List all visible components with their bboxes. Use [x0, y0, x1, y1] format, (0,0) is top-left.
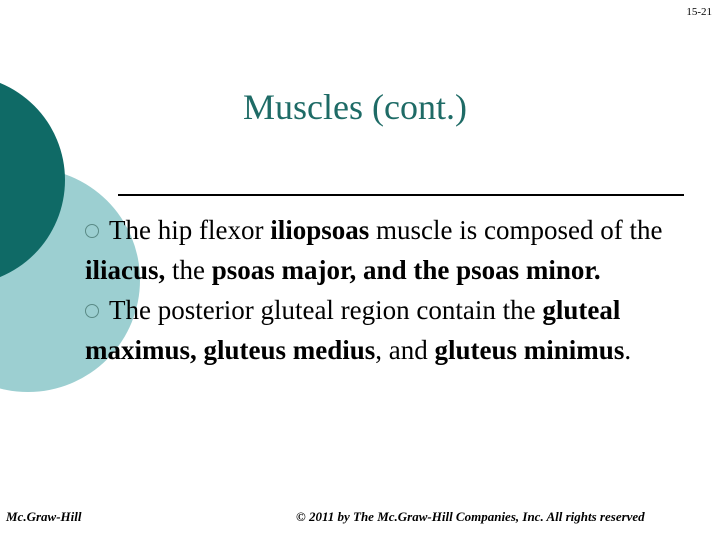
title-divider [118, 194, 684, 196]
bullet-item [85, 210, 685, 290]
slide-title: Muscles (cont.) [243, 87, 467, 127]
bullet-item [85, 290, 685, 370]
bullet-text-bold: iliopsoas [270, 215, 370, 245]
bullet-text: The posterior gluteal region contain the [109, 295, 543, 325]
bullet-text-bold: and the psoas minor. [363, 255, 601, 285]
bullet-text: muscle is composed of the [369, 215, 663, 245]
hollow-circle-bullet-icon [85, 304, 99, 318]
footer-publisher: Mc.Graw-Hill [6, 509, 82, 524]
bullet-text: , and [375, 335, 435, 365]
bullet-text-bold: gluteal maximus, gluteus medius [85, 295, 621, 365]
bullet-text: the [165, 255, 212, 285]
footer-copyright: © 2011 by The Mc.Graw-Hill Companies, Inc. All rights reserved [296, 509, 645, 524]
bullet-text-bold: psoas major, [211, 255, 357, 285]
bullet-text-bold: iliacus, [85, 255, 166, 285]
bullet-list [85, 210, 685, 370]
page-number: 15-21 [686, 6, 712, 18]
bullet-text: The hip flexor [109, 215, 271, 245]
bullet-text: . [624, 335, 632, 365]
hollow-circle-bullet-icon [85, 224, 99, 238]
bullet-text-bold: gluteus minimus [434, 335, 625, 365]
